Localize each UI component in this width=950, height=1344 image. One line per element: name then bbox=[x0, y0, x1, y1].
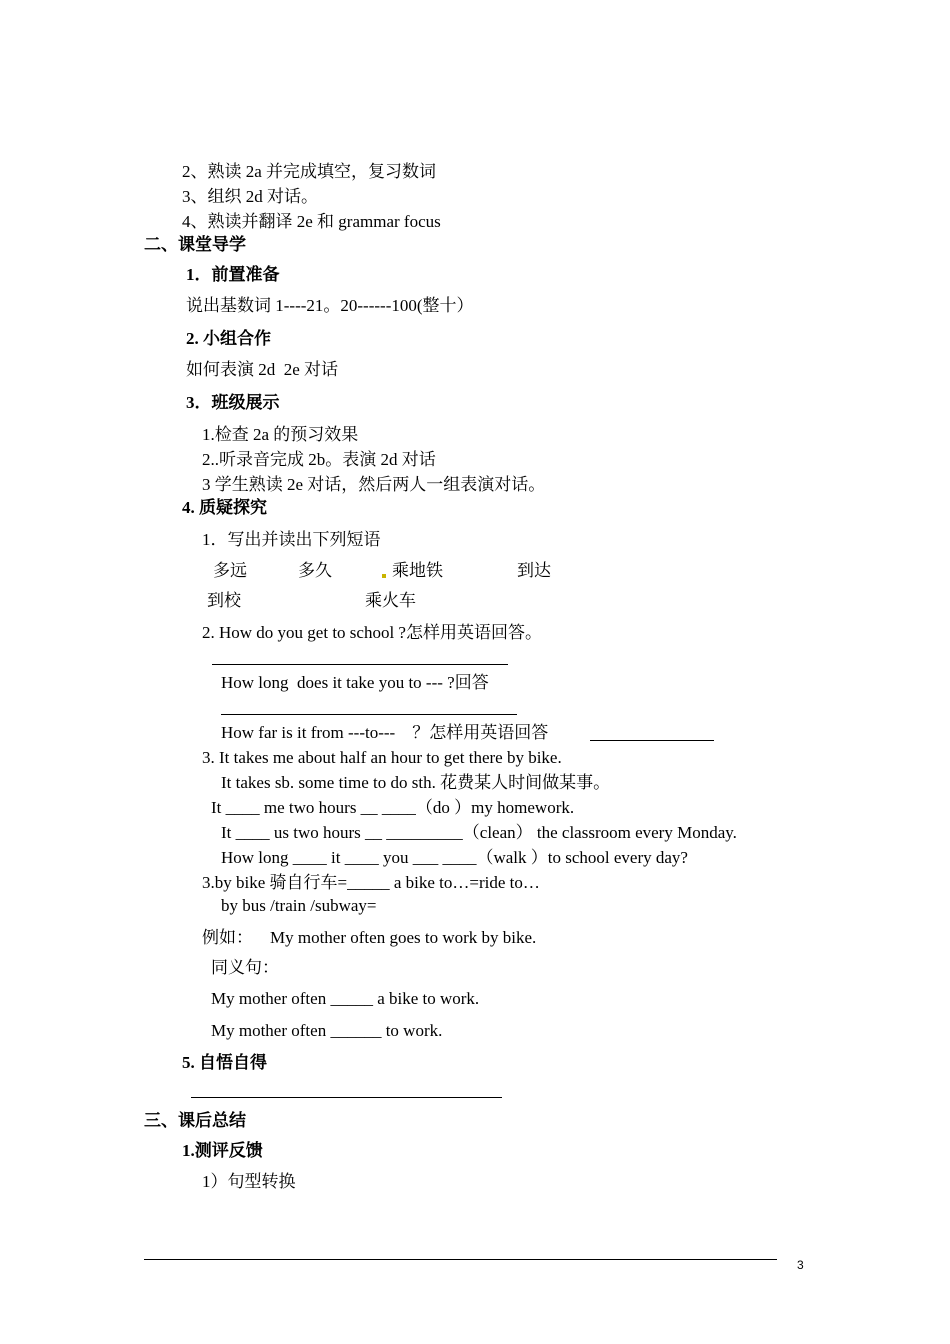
example-sentence: 例如： My mother often goes to work by bike. bbox=[202, 928, 537, 947]
page-number: 3 bbox=[797, 1258, 804, 1272]
answer-line bbox=[191, 1097, 502, 1098]
phrase-by-subway-label: 乘地铁 bbox=[392, 561, 443, 580]
subheading-self-reflection: 5. 自悟自得 bbox=[182, 1053, 267, 1072]
section-heading-3: 三、课后总结 bbox=[144, 1111, 246, 1130]
preparation-text: 说出基数词 1----21。20------100(整十） bbox=[186, 296, 474, 315]
class-show-item-3: 3 学生熟读 2e 对话，然后两人一组表演对话。 bbox=[202, 475, 546, 494]
phrase-how-long: 多久 bbox=[298, 561, 332, 580]
inquiry-task-2: 2. How do you get to school ?怎样用英语回答。 bbox=[202, 623, 542, 642]
marker-dot-icon bbox=[382, 574, 386, 578]
synonym-label: 同义句： bbox=[211, 958, 279, 977]
task-item-2: 2、熟读 2a 并完成填空，复习数词 bbox=[182, 162, 437, 181]
phrase-to-school: 到校 bbox=[207, 591, 241, 610]
exercise-clean-classroom: It ____ us two hours __ _________（clean） the classroom every Monday. bbox=[221, 823, 737, 842]
inquiry-task-1: 1．写出并读出下列短语 bbox=[202, 530, 381, 549]
takes-pattern: It takes sb. some time to do sth. 花费某人时间做某事。 bbox=[221, 773, 611, 792]
footer-rule bbox=[144, 1259, 777, 1260]
synonym-sentence-2: My mother often ______ to work. bbox=[211, 1021, 443, 1040]
how-long-question: How long does it take you to --- ?回答 bbox=[221, 673, 489, 692]
exercise-do-homework: It ____ me two hours __ ____（do ）my homework. bbox=[211, 798, 575, 817]
task-item-3: 3、组织 2d 对话。 bbox=[182, 187, 318, 206]
answer-line bbox=[212, 664, 508, 665]
subheading-preparation: 1．前置准备 bbox=[186, 265, 280, 284]
group-work-text: 如何表演 2d 2e 对话 bbox=[186, 360, 339, 379]
subheading-inquiry: 4. 质疑探究 bbox=[182, 498, 267, 517]
phrase-arrive: 到达 bbox=[517, 561, 551, 580]
task-item-4: 4、熟读并翻译 2e 和 grammar focus bbox=[182, 212, 441, 231]
phrase-by-subway bbox=[378, 561, 443, 581]
by-bike-pattern: 3.by bike 骑自行车=_____ a bike to…=ride to… bbox=[202, 873, 540, 892]
class-show-item-1: 1.检查 2a 的预习效果 bbox=[202, 425, 359, 444]
subheading-group-work: 2. 小组合作 bbox=[186, 329, 271, 348]
inquiry-task-3: 3. It takes me about half an hour to get there by bike. bbox=[202, 748, 562, 767]
sentence-transform: 1）句型转换 bbox=[202, 1172, 296, 1191]
by-bus-pattern: by bus /train /subway= bbox=[221, 896, 377, 915]
exercise-walk-school: How long ____ it ____ you ___ ____（walk ）to school every day? bbox=[221, 848, 688, 867]
class-show-item-2: 2..听录音完成 2b。表演 2d 对话 bbox=[202, 450, 436, 469]
subheading-class-show: 3．班级展示 bbox=[186, 393, 280, 412]
answer-line bbox=[221, 714, 517, 715]
answer-line bbox=[590, 740, 714, 741]
section-heading-2: 二、课堂导学 bbox=[144, 235, 246, 254]
phrase-how-far: 多远 bbox=[213, 561, 247, 580]
synonym-sentence-1: My mother often _____ a bike to work. bbox=[211, 989, 480, 1008]
subheading-assessment: 1.测评反馈 bbox=[182, 1141, 263, 1160]
phrase-by-train: 乘火车 bbox=[365, 591, 416, 610]
how-far-question: How far is it from ---to--- ？怎样用英语回答 bbox=[221, 723, 549, 742]
